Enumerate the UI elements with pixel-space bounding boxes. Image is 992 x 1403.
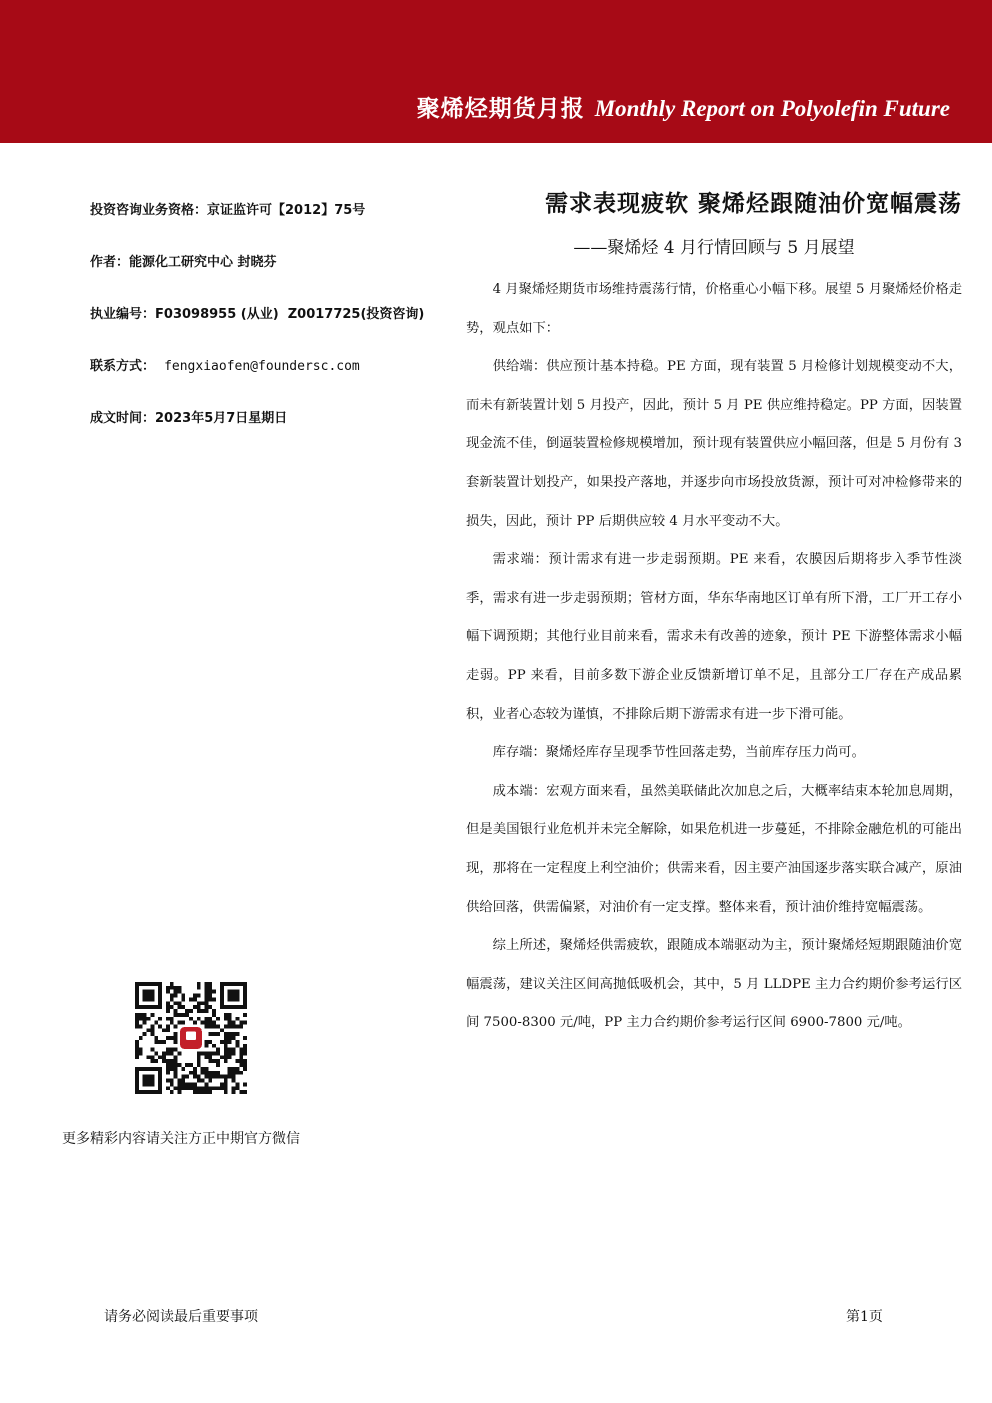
date-label: 成文时间：	[90, 411, 156, 426]
author-label: 作者：	[90, 255, 130, 270]
page-number: 第1页	[846, 1309, 883, 1325]
report-title-cn: 聚烯烃期货月报	[416, 96, 585, 122]
date-row	[90, 407, 450, 459]
qualification-row	[90, 199, 450, 251]
qr-caption: 更多精彩内容请关注方正中期官方微信	[62, 1131, 300, 1147]
author-value: 能源化工研究中心 封晓芬	[129, 255, 277, 270]
header-banner	[0, 0, 992, 143]
paragraph-demand: 需求端：预计需求有进一步走弱预期。PE 来看，农膜因后期将步入季节性淡季，需求有进一步走弱预期；管材方面，华东华南地区订单有所下滑，工厂开工存小幅下调预期；其他行业目前来看，需求未有改善的迹象，预计 PE 下游整体需求小幅走弱。PP 来看，目前多数下游企业反馈新增订单不足，且部分工厂存在产成品累积，业者心态较为谨慎，不排除后期下游需求有进一步下滑可能。	[466, 552, 962, 722]
contact-label: 联系方式：	[90, 359, 156, 374]
report-title-en: Monthly Report on Polyolefin Future	[594, 96, 950, 121]
date-value: 2023年5月7日星期日	[155, 411, 288, 426]
license-label: 执业编号：	[90, 307, 156, 322]
license-row	[90, 303, 450, 355]
paragraph-overview: 4 月聚烯烃期货市场维持震荡行情，价格重心小幅下移。展望 5 月聚烯烃价格走势，观点如下：	[466, 282, 962, 336]
report-title	[417, 90, 950, 123]
license-value: F03098955 (从业) Z0017725(投资咨询)	[155, 307, 425, 322]
qualification-label: 投资咨询业务资格：	[90, 203, 208, 218]
qr-code-icon	[135, 982, 247, 1094]
contact-email[interactable]: fengxiaofen@foundersc.com	[164, 359, 360, 374]
contact-row	[90, 355, 450, 407]
paragraph-supply: 供给端：供应预计基本持稳。PE 方面，现有装置 5 月检修计划规模变动不大，而未有新装置计划 5 月投产，因此，预计 5 月 PE 供应维持稳定。PP 方面，因装置现金流不佳，倒逼装置检修规模增加，预计现有装置供应小幅回落，但是 5 月份有 3 套新装置计划投产，如果投产落地，并逐步向市场投放货源，预计可对冲检修带来的损失，因此，预计 PP 后期供应较 4 月水平变动不大。	[466, 359, 962, 529]
qualification-value: 京证监许可【2012】75号	[207, 203, 366, 218]
footer-notice: 请务必阅读最后重要事项	[104, 1309, 258, 1325]
report-meta	[90, 199, 450, 459]
article-headline: 需求表现疲软 聚烯烃跟随油价宽幅震荡	[544, 191, 962, 217]
author-row	[90, 251, 450, 303]
paragraph-conclusion: 综上所述，聚烯烃供需疲软，跟随成本端驱动为主，预计聚烯烃短期跟随油价宽幅震荡，建议关注区间高抛低吸机会，其中，5 月 LLDPE 主力合约期价参考运行区间 7500-8300 元/吨，PP 主力合约期价参考运行区间 6900-7800 元/吨。	[466, 938, 962, 1031]
paragraph-inventory: 库存端：聚烯烃库存呈现季节性回落走势，当前库存压力尚可。	[492, 745, 865, 761]
paragraph-cost: 成本端：宏观方面来看，虽然美联储此次加息之后，大概率结束本轮加息周期，但是美国银行业危机并未完全解除，如果危机进一步蔓延，不排除金融危机的可能出现，那将在一定程度上利空油价；供需来看，因主要产油国逐步落实联合减产，原油供给回落，供需偏紧，对油价有一定支撑。整体来看，预计油价维持宽幅震荡。	[466, 783, 962, 915]
article-subheadline: ——聚烯烃 4 月行情回顾与 5 月展望	[573, 238, 855, 258]
article-body	[466, 271, 962, 1043]
